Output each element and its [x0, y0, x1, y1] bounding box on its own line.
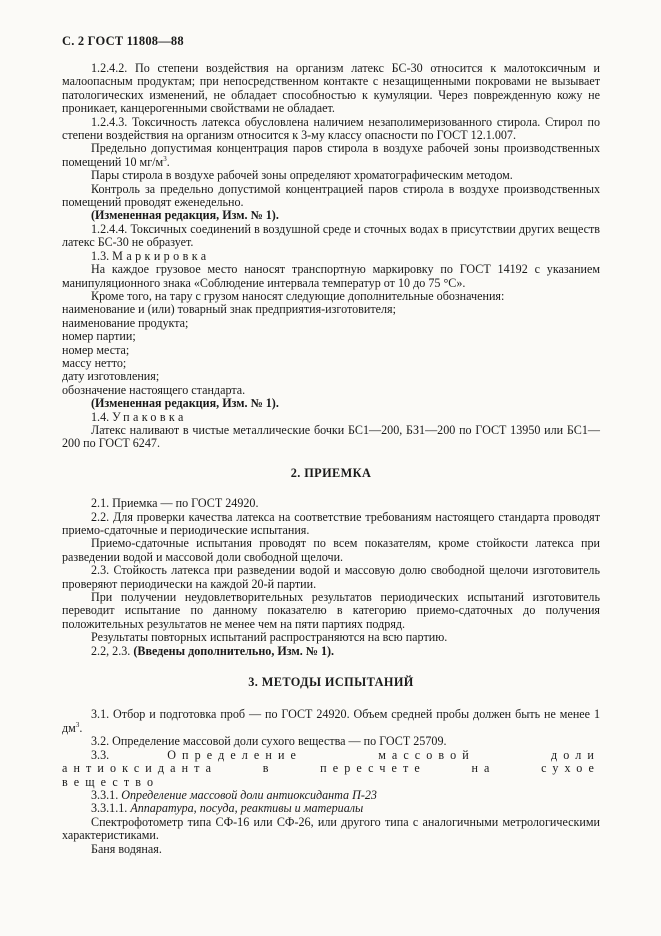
subsection-heading-3-3-1-1: 3.3.1.1. Аппаратура, посуда, реактивы и материалы [91, 801, 364, 816]
paragraph-marking: На каждое грузовое место наносят транспортную маркировку по ГОСТ 14192 с указанием манипуляционного знака «Соблюдение интервала температур от 10 до 75 °С». [62, 262, 600, 290]
section-title-test-methods: 3. МЕТОДЫ ИСПЫТАНИЙ [248, 675, 414, 690]
list-item: дату изготовления; [62, 369, 160, 384]
paragraph-1-2-4-4: 1.2.4.4. Токсичных соединений в воздушной среде и сточных водах в присутствии других веществ латекс БС-30 не образует. [62, 221, 600, 250]
paragraph-1-2-4-3: 1.2.4.3. Токсичность латекса обусловлена наличием незаполимеризованного стирола. Стирол по степени воздействия на организм относится к 3-му классу опасности по ГОСТ 12.1.007. [62, 114, 600, 143]
list-item: наименование продукта; [62, 315, 189, 330]
subsection-heading-3-3: 3.3. Определение массовой доли антиоксиданта в пересчете на сухое вещество [62, 747, 600, 789]
paragraph-acceptance-tests: Приемо-сдаточные испытания проводят по всем показателям, кроме стойкости латекса при разведении водой и массовой доли свободной щелочи. [62, 536, 600, 564]
paragraph-2-3: 2.3. Стойкость латекса при разведении водой и массовую долю свободной щелочи изготовитель проверяют периодически на каждой 20-й партии. [62, 563, 600, 591]
paragraph-styrene-limit: Предельно допустимая концентрация паров стирола в воздухе рабочей зоны производственных помещений 10 $мг/м^3$. [62, 141, 600, 169]
paragraph-2-2: 2.2. Для проверки качества латекса на соответствие требованиям настоящего стандарта проводят приемо-сдаточные и периодические испытания. [62, 509, 600, 537]
paragraph-extra-markings: Кроме того, на тару с грузом наносят следующие дополнительные обозначения: [91, 288, 505, 303]
amendment-note-3: 2.2, 2.3. (Введены дополнительно, Изм. № 1). [91, 643, 335, 658]
list-item: номер партии; [62, 329, 136, 344]
document-body [62, 62, 600, 856]
paragraph-1-2-4-2: 1.2.4.2. По степени воздействия на организм латекс БС-30 относится к малотоксичным и малоопасным продуктам; при непосредственном контакте с незащищенными покровами не вызывает патологических изменений, не обладает способностью к кумуляции. Через поврежденную кожу не проникает, канцерогенными свойствами не обладает. [62, 61, 600, 116]
paragraph-styrene-control: Контроль за предельно допустимой концентрацией паров стирола в воздухе производственных помещений проводят еженедельно. [62, 181, 600, 210]
paragraph-3-1: 3.1. Отбор и подготовка проб — по ГОСТ 24920. Объем средней пробы должен быть не менее 1 $дм^3$. [62, 707, 600, 735]
list-item: массу нетто; [62, 355, 127, 370]
subsection-heading-3-3-1: 3.3.1. Определение массовой доли антиоксиданта П-23 [91, 787, 377, 802]
amendment-note-2: (Измененная редакция, Изм. № 1). [91, 396, 279, 411]
paragraph-repeat-tests: Результаты повторных испытаний распространяются на всю партию. [91, 630, 448, 645]
subsection-heading-1-4: 1.4. Упаковка [91, 409, 187, 424]
section-title-acceptance: 2. ПРИЕМКА [290, 465, 372, 480]
paragraph-2-1: 2.1. Приемка — по ГОСТ 24920. [91, 496, 259, 511]
page-header: С. 2 ГОСТ 11808—88 [62, 34, 184, 48]
paragraph-packaging: Латекс наливают в чистые металлические бочки БС1—200, БЗ1—200 по ГОСТ 13950 или БС1—200 по ГОСТ 6247. [62, 422, 600, 451]
list-item: номер места; [62, 342, 130, 357]
amendment-note-1: (Измененная редакция, Изм. № 1). [91, 208, 279, 223]
paragraph-water-bath: Баня водяная. [91, 841, 162, 856]
paragraph-unsatisfactory-results: При получении неудовлетворительных результатов периодических испытаний изготовитель переводит испытание по данному показателю в категорию приемо-сдаточных до получения положительных результатов не менее чем на пяти партиях подряд. [62, 590, 600, 631]
subsection-heading-1-3: 1.3. Маркировка [91, 248, 210, 263]
paragraph-3-2: 3.2. Определение массовой доли сухого вещества — по ГОСТ 25709. [91, 734, 447, 749]
list-item: обозначение настоящего стандарта. [62, 382, 246, 397]
list-item: наименование и (или) товарный знак предприятия-изготовителя; [62, 302, 396, 317]
paragraph-styrene-method: Пары стирола в воздухе рабочей зоны определяют хроматографическим методом. [91, 168, 513, 183]
paragraph-spectrophotometer: Спектрофотометр типа СФ-16 или СФ-26, или другого типа с аналогичными метрологическими характеристиками. [62, 814, 600, 843]
